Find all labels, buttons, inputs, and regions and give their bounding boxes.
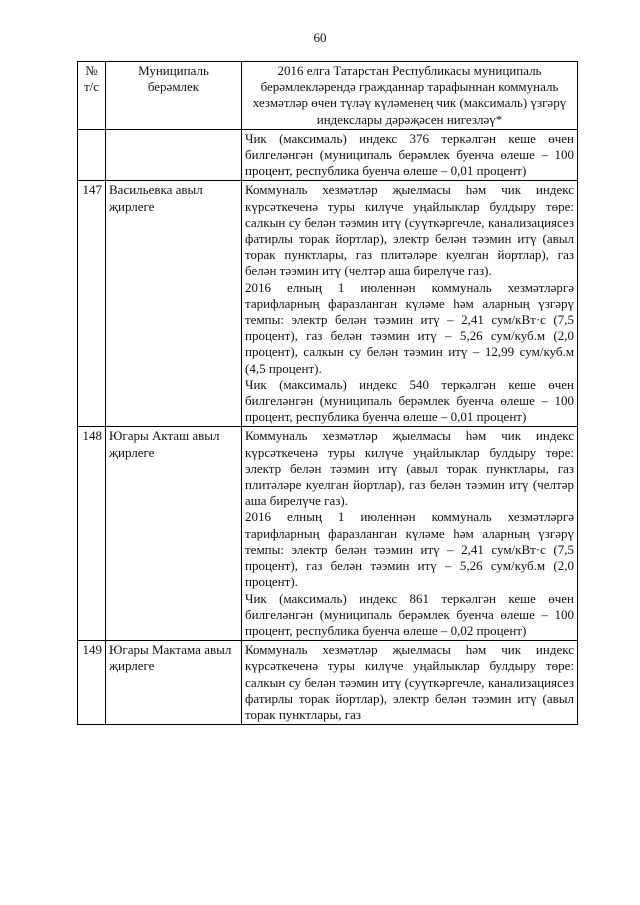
description-paragraph: Коммуналь хезмәтләр җыелмасы һәм чик индекс күрсәткеченә туры килүче уңайлыклар булдыру төре: салкын су белән тәэмин итү (суүткәргечле, канализациясез фатирлы торак йортлар), электр белән тәэмин итү (авыл торак пунктлары, газ плитәләре куелган йортлар), газ белән тәэмин итү (челтәр аша бирелүче газ). — [245, 182, 574, 279]
municipality-name: Югары Мактама авыл җирлеге — [106, 641, 242, 725]
description-cell — [242, 181, 578, 427]
row-number: 149 — [78, 641, 106, 725]
description-cell — [242, 129, 578, 181]
municipality-name — [106, 129, 242, 181]
municipality-name: Югары Акташ авыл җирлеге — [106, 427, 242, 641]
description-paragraph: Коммуналь хезмәтләр җыелмасы һәм чик индекс күрсәткеченә туры килүче уңайлыклар булдыру төре: салкын су белән тәэмин итү (суүткәргечле, канализациясез фатирлы торак йортлар), электр белән тәэмин итү (авыл торак пунктлары, газ — [245, 642, 574, 722]
header-description: 2016 елга Татарстан Республикасы муниципаль берәмлекләрендә гражданнар тарафыннан коммуналь хезмәтләр өчен түләү күләменең чик (максималь) үзгәрү индекслары дәрәҗәсен нигезләү* — [242, 62, 578, 130]
description-paragraph: 2016 елның 1 июленнән коммуналь хезмәтләргә тарифларның фаразланган күләме һәм аларның үзгәрү темпы: электр белән тәэмин итү – 2,41 сум/кВт·с (7,5 процент), газ белән тәэмин итү – 5,26 сум/куб.м (2,0 процент), салкын су белән тәэмин итү – 12,99 сум/куб.м (4,5 процент). — [245, 279, 574, 376]
description-paragraph: Чик (максималь) индекс 376 теркәлгән кеше өчен билгеләнгән (муниципаль берәмлек буенча өлеше – 100 процент, республика буенча өлеше – 0,01 процент) — [245, 130, 574, 179]
table-row — [78, 427, 578, 641]
row-number — [78, 129, 106, 181]
table-header-row — [78, 62, 578, 130]
municipality-name: Васильевка авыл җирлеге — [106, 181, 242, 427]
indices-table — [77, 61, 578, 725]
description-cell — [242, 641, 578, 725]
description-cell — [242, 427, 578, 641]
row-number: 148 — [78, 427, 106, 641]
header-municipality: Муниципаль берәмлек — [106, 62, 242, 130]
description-paragraph: Коммуналь хезмәтләр җыелмасы һәм чик индекс күрсәткеченә туры килүче уңайлыклар булдыру төре: электр белән тәэмин итү (авыл торак пунктлары, газ плитәләре куелган йортлар), газ белән тәэмин итү (челтәр аша бирелүче газ). — [245, 428, 574, 509]
description-paragraph: 2016 елның 1 июленнән коммуналь хезмәтләргә тарифларның фаразланган күләме һәм аларның үзгәрү темпы: электр белән тәэмин итү – 2,41 сум/кВт·с (7,5 процент), газ белән тәэмин итү – 5,26 сум/куб.м (2,0 процент). — [245, 509, 574, 590]
description-paragraph: Чик (максималь) индекс 861 теркәлгән кеше өчен билгеләнгән (муниципаль берәмлек буенча өлеше – 100 процент, республика буенча өлеше – 0,02 процент) — [245, 590, 574, 638]
row-number: 147 — [78, 181, 106, 427]
description-paragraph: Чик (максималь) индекс 540 теркәлгән кеше өчен билгеләнгән (муниципаль берәмлек буенча өлеше – 100 процент, республика буенча өлеше – 0,01 процент) — [245, 376, 574, 425]
table-row — [78, 641, 578, 725]
table-row — [78, 181, 578, 427]
table-row — [78, 129, 578, 181]
page-number: 60 — [313, 30, 327, 45]
header-number: № т/с — [78, 62, 106, 130]
